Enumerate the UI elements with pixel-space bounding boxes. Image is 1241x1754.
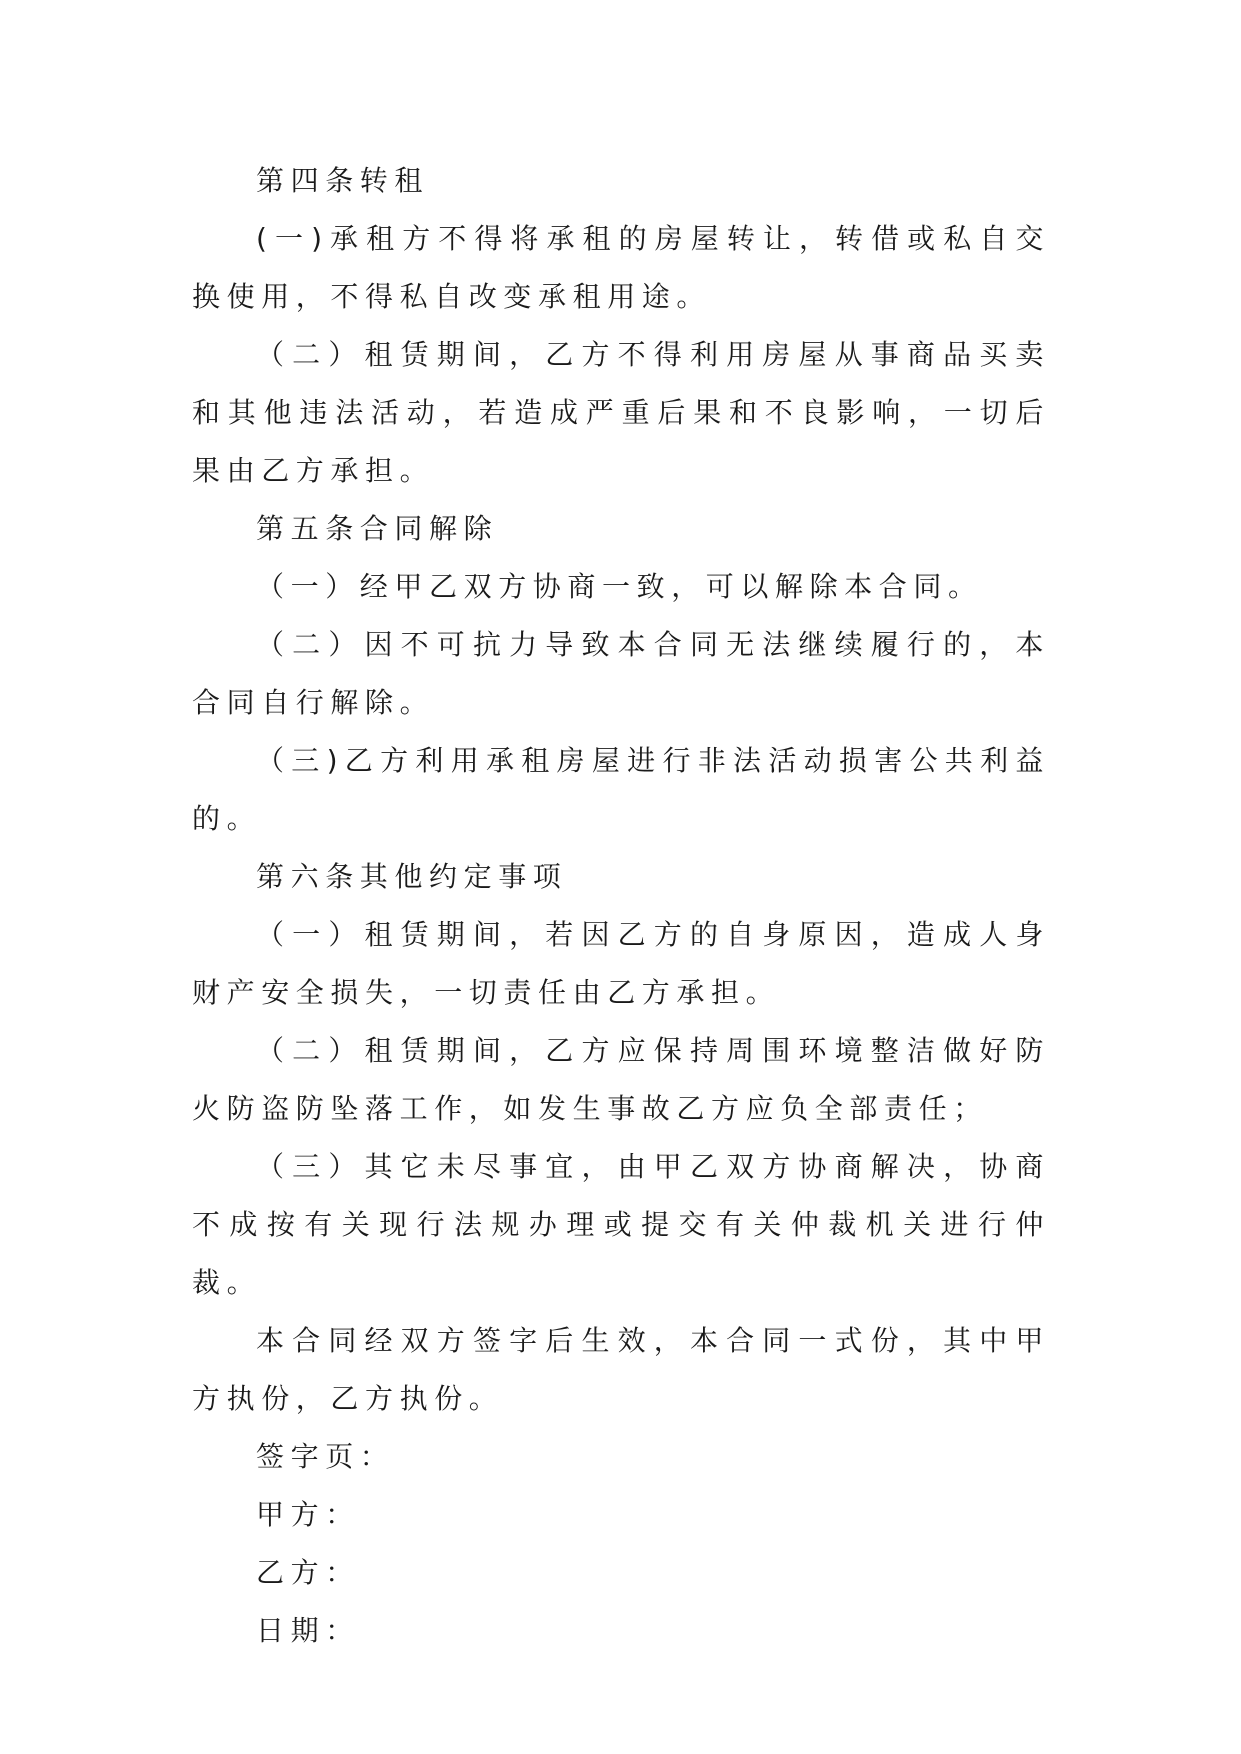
article-5-clause-1: （一）经甲乙双方协商一致，可以解除本合同。 — [256, 570, 983, 603]
article-5-heading: 第五条合同解除 — [256, 512, 499, 545]
party-a-label: 甲方： — [256, 1498, 360, 1531]
party-b-label: 乙方： — [256, 1556, 360, 1589]
article-6-clause-3: （三）其它未尽事宜，由甲乙双方协商解决，协商不成按有关现行法规办理或提交有关仲裁机关进行仲裁。 — [192, 1150, 1050, 1299]
effectiveness-clause: 本合同经双方签字后生效，本合同一式份，其中甲方执份，乙方执份。 — [192, 1324, 1050, 1415]
date-label: 日期： — [256, 1614, 360, 1647]
article-5-clause-2: （二）因不可抗力导致本合同无法继续履行的，本合同自行解除。 — [192, 628, 1050, 719]
article-4-clause-1: (一)承租方不得将承租的房屋转让，转借或私自交换使用，不得私自改变承租用途。 — [192, 222, 1050, 313]
article-6-heading: 第六条其他约定事项 — [256, 860, 568, 893]
article-4-heading: 第四条转租 — [256, 164, 430, 197]
document-body — [192, 152, 1050, 1660]
article-6-clause-1: （一）租赁期间，若因乙方的自身原因，造成人身财产安全损失，一切责任由乙方承担。 — [192, 918, 1050, 1009]
article-4-clause-2: （二）租赁期间，乙方不得利用房屋从事商品买卖和其他违法活动，若造成严重后果和不良影响，一切后果由乙方承担。 — [192, 338, 1050, 487]
signature-page-label: 签字页： — [256, 1440, 395, 1473]
article-6-clause-2: （二）租赁期间，乙方应保持周围环境整洁做好防火防盗防坠落工作，如发生事故乙方应负全部责任； — [192, 1034, 1050, 1125]
article-5-clause-3: （三)乙方利用承租房屋进行非法活动损害公共利益的。 — [192, 744, 1050, 835]
